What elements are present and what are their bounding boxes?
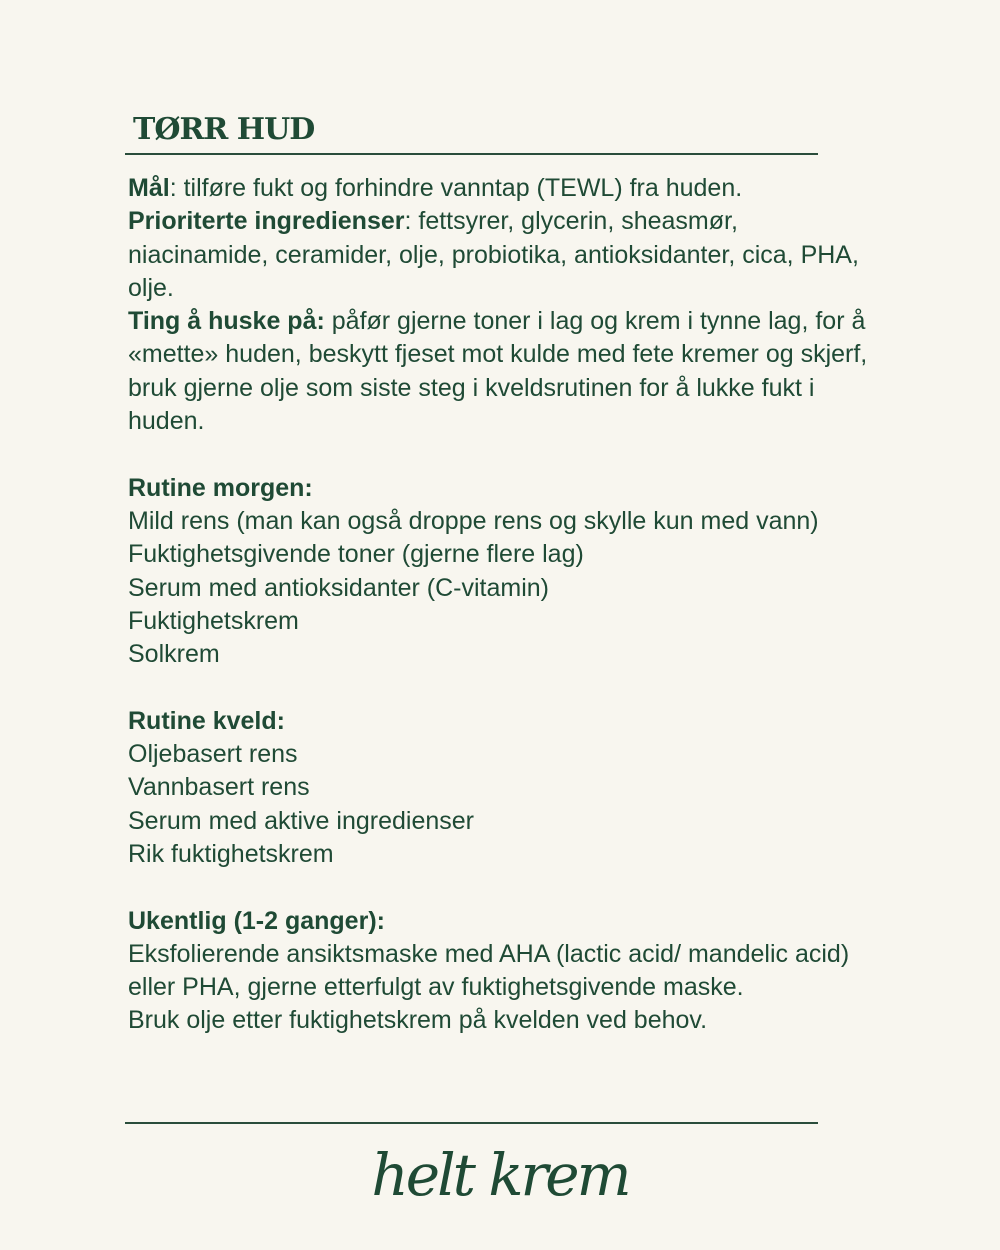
priority-paragraph <box>128 205 868 305</box>
bottom-divider <box>125 1122 818 1124</box>
top-divider <box>125 153 818 155</box>
weekly-heading-label: Ukentlig (1-2 ganger): <box>128 906 385 935</box>
morning-item: Mild rens (man kan også droppe rens og skylle kun med vann) <box>128 506 819 535</box>
spacer <box>128 671 868 704</box>
goal-paragraph <box>128 172 868 205</box>
remember-paragraph <box>128 305 868 438</box>
morning-item: Serum med antioksidanter (C-vitamin) <box>128 573 549 602</box>
weekly-heading <box>128 905 868 938</box>
weekly-item: Bruk olje etter fuktighetskrem på kvelden ved behov. <box>128 1006 708 1035</box>
morning-heading-label: Rutine morgen: <box>128 473 313 502</box>
priority-label: Prioriterte ingredienser <box>128 207 405 236</box>
spacer <box>128 871 868 904</box>
evening-item: Vannbasert rens <box>128 773 310 802</box>
evening-heading <box>128 705 868 738</box>
weekly-item: Eksfolierende ansiktsmaske med AHA (lactic acid/ mandelic acid) eller PHA, gjerne etterfulgt av fuktighetsgivende maske. <box>128 939 850 1002</box>
spacer <box>128 438 868 471</box>
priority-text: : fettsyrer, glycerin, sheasmør, niacinamide, ceramider, olje, probiotika, antioksidanter, cica, PHA, olje. <box>128 207 859 302</box>
goal-label: Mål <box>128 174 170 202</box>
evening-heading-label: Rutine kveld: <box>128 706 285 735</box>
morning-heading <box>128 472 868 505</box>
evening-item: Serum med aktive ingredienser <box>128 806 474 835</box>
evening-item: Oljebasert rens <box>128 740 298 769</box>
evening-item: Rik fuktighetskrem <box>128 839 334 868</box>
content-body <box>128 172 868 1038</box>
brand-logo: helt krem <box>371 1141 629 1209</box>
page-title: TØRR HUD <box>133 112 315 147</box>
remember-label: Ting å huske på: <box>128 307 325 336</box>
goal-text: : tilføre fukt og forhindre vanntap (TEWL) fra huden. <box>169 174 743 202</box>
morning-item: Fuktighetskrem <box>128 606 299 635</box>
morning-item: Solkrem <box>128 640 220 669</box>
remember-text: påfør gjerne toner i lag og krem i tynne lag, for å «mette» huden, beskytt fjeset mot kulde med fete kremer og skjerf, bruk gjerne olje som siste steg i kveldsrutinen for å lukke fukt i huden. <box>128 307 868 436</box>
morning-item: Fuktighetsgivende toner (gjerne flere lag) <box>128 540 584 569</box>
